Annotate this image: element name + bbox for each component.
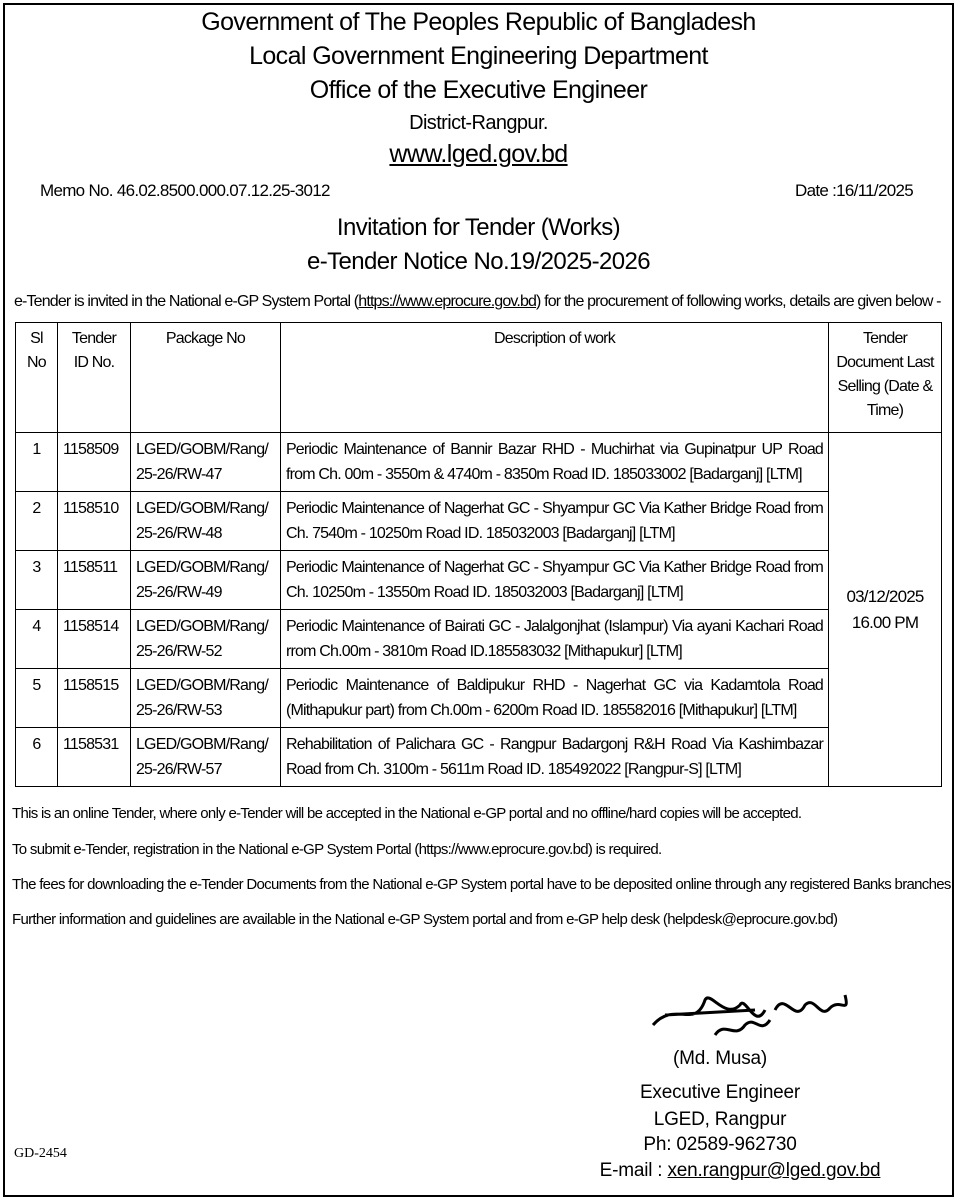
cell-description: Periodic Maintenance of Nagerhat GC - Shyampur GC Via Kather Bridge Road from Ch. 10250m - 13550m Road ID. 185032003 [Badarganj] [LTM]: [280, 551, 828, 610]
cell-sl: 1: [16, 433, 58, 492]
note-4: Further information and guidelines are available in the National e-GP System portal and from e-GP help desk (helpdesk@eprocure.gov.bd): [12, 911, 838, 928]
cell-tender-id: 1158515: [57, 669, 130, 728]
cell-package: LGED/GOBM/Rang/ 25-26/RW-52: [130, 610, 280, 669]
signatory-designation: Executive Engineer: [639, 1082, 801, 1103]
cell-tender-id: 1158510: [57, 492, 130, 551]
cell-description: Rehabilitation of Palichara GC - Rangpur Badargonj R&H Road Via Kashimbazar Road from Ch. 3100m - 5611m Road ID. 185492022 [Rangpur-S] [LTM]: [280, 728, 828, 787]
email-link[interactable]: xen.rangpur@lged.gov.bd: [667, 1160, 881, 1181]
col-selling: Tender Document Last Selling (Date & Time): [829, 323, 942, 433]
tender-table: [15, 322, 942, 787]
table-row: [16, 610, 942, 669]
notice-title: Invitation for Tender (Works): [336, 214, 621, 241]
cell-tender-id: 1158531: [57, 728, 130, 787]
header-government: Government of The Peoples Republic of Bangladesh: [201, 8, 756, 36]
col-tender-id: Tender ID No.: [57, 323, 130, 433]
cell-description: Periodic Maintenance of Nagerhat GC - Shyampur GC Via Kather Bridge Road from Ch. 7540m - 10250m Road ID. 185032003 [Badarganj] [LTM]: [280, 492, 828, 551]
cell-tender-id: 1158514: [57, 610, 130, 669]
signature: [645, 980, 865, 1050]
table-header-row: [16, 323, 942, 433]
cell-selling-datetime: 03/12/2025 16.00 PM: [829, 433, 942, 787]
note-2: To submit e-Tender, registration in the National e-GP System Portal (https://www.eprocure.gov.bd) is required.: [12, 841, 662, 858]
col-description: Description of work: [280, 323, 828, 433]
cell-description: Periodic Maintenance of Baldipukur RHD - Nagerhat GC via Kadamtola Road (Mithapukur part) from Ch.00m - 6200m Road ID. 185582016 [Mithapukur] [LTM]: [280, 669, 828, 728]
cell-tender-id: 1158509: [57, 433, 130, 492]
gd-number: GD-2454: [14, 1146, 67, 1161]
table-row: [16, 669, 942, 728]
note-3: The fees for downloading the e-Tender Documents from the National e-GP System portal have to be deposited online through any registered Banks branches.: [12, 876, 955, 893]
eprocure-link[interactable]: https://www.eprocure.gov.bd: [358, 293, 537, 310]
cell-sl: 6: [16, 728, 58, 787]
note-1: This is an online Tender, where only e-Tender will be accepted in the National e-GP portal and no offline/hard copies will be accepted.: [12, 805, 802, 822]
cell-package: LGED/GOBM/Rang/ 25-26/RW-49: [130, 551, 280, 610]
cell-sl: 2: [16, 492, 58, 551]
signatory-email: E-mail : xen.rangpur@lged.gov.bd: [599, 1160, 881, 1181]
cell-description: Periodic Maintenance of Bairati GC - Jalalgonjhat (Islampur) Via ayani Kachari Road rrom Ch.00m - 3810m Road ID.185583032 [Mithapukur] [LTM]: [280, 610, 828, 669]
cell-package: LGED/GOBM/Rang/ 25-26/RW-48: [130, 492, 280, 551]
cell-package: LGED/GOBM/Rang/ 25-26/RW-57: [130, 728, 280, 787]
cell-description: Periodic Maintenance of Bannir Bazar RHD - Muchirhat via Gupinatpur UP Road from Ch. 00m - 3550m & 4740m - 8350m Road ID. 185033002 [Badarganj] [LTM]: [280, 433, 828, 492]
notice-number: e-Tender Notice No.19/2025-2026: [307, 248, 650, 275]
col-package: Package No: [130, 323, 280, 433]
cell-package: LGED/GOBM/Rang/ 25-26/RW-53: [130, 669, 280, 728]
cell-sl: 3: [16, 551, 58, 610]
cell-tender-id: 1158511: [57, 551, 130, 610]
signatory-office: LGED, Rangpur: [653, 1109, 787, 1130]
memo-number: Memo No. 46.02.8500.000.07.12.25-3012: [40, 181, 330, 200]
table-row: [16, 492, 942, 551]
intro-text: e-Tender is invited in the National e-GP System Portal (https://www.eprocure.gov.bd) for the procurement of following works, details are given below -: [14, 293, 941, 310]
cell-package: LGED/GOBM/Rang/ 25-26/RW-47: [130, 433, 280, 492]
website-link[interactable]: www.lged.gov.bd: [389, 140, 568, 168]
col-sl: Sl No: [16, 323, 58, 433]
table-row: [16, 433, 942, 492]
cell-sl: 4: [16, 610, 58, 669]
header-district: District-Rangpur.: [409, 112, 548, 134]
cell-sl: 5: [16, 669, 58, 728]
signatory-name: (Md. Musa): [672, 1048, 768, 1069]
signatory-phone: Ph: 02589-962730: [643, 1134, 797, 1155]
header-department: Local Government Engineering Department: [249, 42, 708, 70]
table-row: [16, 728, 942, 787]
memo-date: Date :16/11/2025: [795, 181, 913, 200]
table-row: [16, 551, 942, 610]
header-office: Office of the Executive Engineer: [309, 76, 648, 104]
